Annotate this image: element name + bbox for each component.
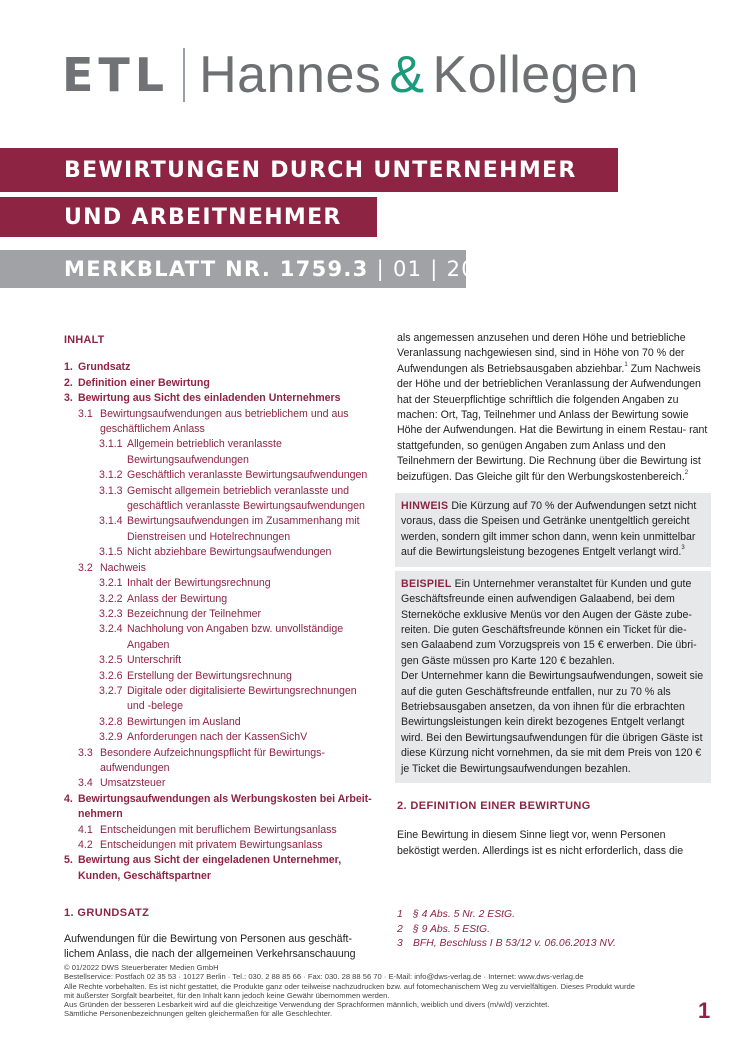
toc-item	[64, 514, 376, 545]
toc-item	[64, 561, 376, 576]
gender-note-line: Aus Gründen der besseren Lesbarkeit wird auf die gleichzeitige Verwendung der Sprachformen männlich, weiblich und divers (m/w/d) verzichtet.	[64, 1000, 550, 1010]
section-1-heading: 1. GRUNDSATZ	[64, 907, 150, 920]
logo-hannes: Hannes	[199, 46, 382, 104]
merkblatt-sep-1: |	[368, 257, 393, 281]
toc-item	[64, 391, 376, 406]
contact-line: Bestellservice: Postfach 02 35 53 · 10127 Berlin · Tel.: 030. 2 88 85 66 · Fax: 030. 28 88 56 70 · E-Mail: info@dws-verlag.de · Internet: www.dws-verlag.de	[64, 972, 584, 982]
left-column	[64, 333, 376, 962]
toc-item-label: Digitale oder digitalisierte Bewirtungsrechnungen und -belege	[127, 684, 357, 713]
hinweis-box	[395, 493, 711, 567]
toc-item-label: Besondere Aufzeichnungspflicht für Bewirtungs- aufwendungen	[100, 746, 325, 774]
toc-item-number: 3.1.2	[99, 469, 123, 482]
toc-item-number: 4.1	[78, 823, 93, 836]
toc-item	[64, 838, 376, 853]
footnote-number: 1	[397, 909, 403, 920]
toc-item-label: Entscheidungen mit beruflichem Bewirtungsanlass	[100, 823, 337, 836]
logo-etl: ETL	[62, 48, 170, 102]
footnote-text: § 4 Abs. 5 Nr. 2 EStG.	[413, 909, 516, 920]
footnote	[397, 923, 616, 938]
toc-item	[64, 376, 376, 391]
logo-ampersand: &	[389, 46, 425, 104]
toc-item-number: 3.2.2	[99, 592, 123, 605]
toc-item-label: Nachweis	[100, 561, 146, 574]
toc-item-number: 4.2	[78, 839, 93, 851]
beispiel-text-2: Der Unternehmer kann die Bewirtungsaufwendungen, soweit sie auf die guten Geschäftsfreunde entfallen, nur zu 70 % als Betriebsausgaben ansetzen, da von ihnen für die erbrachten Bewirtungsleistungen kein direkt bezogenes Entgelt verlangt wird. Bei den Bewirtungsaufwendungen für die übrigen Gäste ist diese Kürzung nicht vornehmen, da sie mit dem Preis von 120 € je Ticket die Bewirtungsaufwendungen bezahlen.	[401, 670, 704, 775]
beispiel-text: Ein Unternehmer veranstaltet für Kunden und gute Geschäftsfreunde einen aufwendigen Galaabend, bei dem Sterneköche exklusive Menüs vor den Augen der Gäste zube- reiten. Die guten Geschäftsfreunde können ein Ticket für die- sen Galaabend zum Vorzugspreis von 15 € erwerben. Die übri- gen Gäste müssen pro Karte 120 € bezahlen.	[401, 577, 697, 667]
footnote-number: 2	[397, 923, 403, 935]
section-2-heading: 2. DEFINITION EINER BEWIRTUNG	[397, 799, 591, 812]
toc-item	[64, 576, 376, 591]
toc-item	[64, 715, 376, 730]
toc-item-label: Nicht abziehbare Bewirtungsaufwendungen	[127, 546, 332, 559]
page-footer	[64, 963, 664, 1019]
toc-item-label: Erstellung der Bewirtungsrechnung	[127, 669, 292, 682]
toc-item	[64, 607, 376, 622]
toc-item-number: 1.	[64, 361, 73, 374]
toc-item-number: 3.2.3	[99, 607, 123, 620]
toc-item	[64, 746, 376, 777]
toc-item-number: 3.4	[78, 777, 93, 790]
merkblatt-band	[0, 250, 506, 288]
table-of-contents	[64, 360, 376, 884]
toc-item	[64, 776, 376, 791]
toc-item	[64, 823, 376, 838]
toc-item-label: Bewirtungsaufwendungen aus betrieblichem und aus geschäftlichem Anlass	[100, 407, 349, 436]
toc-item-number: 3.2	[78, 561, 93, 574]
merkblatt-sep-2: |	[422, 257, 447, 281]
toc-item-label: Bewirtungen im Ausland	[127, 715, 241, 728]
merkblatt-label: MERKBLATT NR. 1759.3	[64, 257, 369, 281]
toc-item-number: 3.2.1	[99, 577, 123, 590]
intro-paragraph	[397, 331, 709, 485]
toc-item	[64, 792, 376, 823]
toc-item-label: Allgemein betrieblich veranlasste Bewirtungsaufwendungen	[127, 438, 282, 466]
toc-item-label: Gemischt allgemein betrieblich veranlasste und geschäftlich veranlasste Bewirtungsaufwendungen	[127, 484, 365, 513]
toc-item-label: Bewirtung aus Sicht der eingeladenen Unternehmer, Kunden, Geschäftspartner	[78, 854, 342, 882]
toc-item-label: Umsatzsteuer	[100, 777, 166, 790]
toc-item-number: 3.2.9	[99, 731, 123, 744]
toc-item	[64, 437, 376, 468]
toc-item-label: Bewirtungsaufwendungen als Werbungskosten bei Arbeit- nehmern	[78, 792, 372, 821]
toc-item-number: 4.	[64, 792, 73, 805]
merkblatt-year: 2022	[446, 257, 506, 281]
toc-item	[64, 669, 376, 684]
toc-item	[64, 545, 376, 560]
toc-item-number: 3.2.5	[99, 654, 123, 667]
toc-item	[64, 592, 376, 607]
toc-item	[64, 407, 376, 438]
toc-item-number: 3.2.6	[99, 669, 123, 682]
footnote	[397, 937, 616, 952]
toc-item-number: 3.3	[78, 746, 93, 759]
toc-item-number: 3.2.8	[99, 715, 123, 728]
footnote-ref-2: 2	[684, 469, 689, 476]
toc-item-label: Bezeichnung der Teilnehmer	[127, 607, 262, 620]
footnote-text: BFH, Beschluss I B 53/12 v. 06.06.2013 NV.	[413, 938, 616, 949]
section-1-text: Aufwendungen für die Bewirtung von Personen aus geschäft- lichem Anlass, die nach der allgemeinen Verkehrsanschauung	[64, 932, 356, 961]
toc-item-number: 3.	[64, 392, 73, 405]
toc-heading: INHALT	[64, 334, 105, 346]
toc-item	[64, 468, 376, 483]
logo-name	[199, 45, 639, 105]
toc-item	[64, 730, 376, 745]
toc-item-label: Entscheidungen mit privatem Bewirtungsanlass	[100, 839, 323, 851]
disclaimer-line: mit äußerster Sorgfalt bearbeitet, für den Inhalt kann jedoch keine Gewähr übernommen werden.	[64, 990, 390, 1000]
beispiel-label: BEISPIEL	[401, 577, 452, 590]
toc-item	[64, 653, 376, 668]
footnotes	[397, 908, 616, 952]
title-line-2: UND ARBEITNEHMER	[0, 197, 377, 237]
toc-item-label: Anlass der Bewirtung	[127, 592, 228, 605]
toc-item-number: 3.1.3	[99, 484, 123, 497]
section-2-text: Eine Bewirtung in diesem Sinne liegt vor, wenn Personen beköstigt werden. Allerdings ist es nicht erforderlich, dass die	[397, 829, 684, 857]
hinweis-text: Die Kürzung auf 70 % der Aufwendungen setzt nicht voraus, dass die Speisen und Getränke unentgeltlich gereicht werden, sondern gilt immer schon dann, wenn kein unmittelbar auf die Bewirtungsleistung bezogenes Entgelt verlangt wird.	[401, 500, 697, 559]
toc-item-number: 5.	[64, 854, 73, 867]
toc-item-label: Definition einer Bewirtung	[78, 376, 210, 389]
toc-item-number: 3.1	[78, 407, 93, 420]
rights-line: Alle Rechte vorbehalten. Es ist nicht gestattet, die Produkte ganz oder teilweise nachzudrucken bzw. auf fotomechanischem Weg zu vervielfältigen. Dieses Produkt wurde	[64, 981, 635, 991]
footnote-ref-1: 1	[624, 361, 628, 368]
title-line-1: BEWIRTUNGEN DURCH UNTERNEHMER	[0, 148, 618, 192]
toc-item-label: Anforderungen nach der KassenSichV	[127, 731, 308, 744]
toc-item-number: 3.2.4	[99, 623, 123, 636]
intro-text-a: als angemessen anzusehen und deren Höhe und betriebliche Veranlassung nachgewiesen sind, sind in Höhe von 70 % der Aufwendungen als Betriebsausgaben abziehbar.	[397, 332, 686, 375]
toc-item-label: Bewirtungsaufwendungen im Zusammenhang mit Dienstreisen und Hotelrechnungen	[127, 515, 360, 543]
beispiel-box	[395, 571, 711, 783]
toc-item-label: Bewirtung aus Sicht des einladenden Unternehmers	[78, 392, 341, 405]
toc-item-label: Inhalt der Bewirtungsrechnung	[127, 577, 271, 590]
merkblatt-issue: 01	[392, 257, 423, 281]
toc-item	[64, 684, 376, 715]
toc-item-number: 3.1.4	[99, 515, 123, 528]
toc-item-label: Nachholung von Angaben bzw. unvollständige Angaben	[127, 623, 344, 651]
toc-item-label: Geschäftlich veranlasste Bewirtungsaufwendungen	[127, 469, 368, 482]
hinweis-label: HINWEIS	[401, 500, 449, 513]
right-column	[397, 331, 709, 859]
footnote-ref-3: 3	[681, 545, 685, 552]
page-number: 1	[698, 998, 711, 1023]
toc-item-number: 3.1.5	[99, 546, 123, 559]
toc-item-number: 3.1.1	[99, 438, 123, 451]
toc-item	[64, 484, 376, 515]
toc-item	[64, 853, 376, 884]
toc-item-number: 2.	[64, 376, 73, 389]
company-logo	[62, 40, 639, 110]
toc-item-label: Grundsatz	[78, 361, 131, 374]
copyright: © 01/2022 DWS Steuerberater Medien GmbH	[64, 963, 219, 972]
footnote-number: 3	[397, 938, 403, 949]
footnote	[397, 908, 616, 923]
toc-item	[64, 622, 376, 653]
toc-item-number: 3.2.7	[99, 684, 123, 697]
gender-note-line-2: Sämtliche Personenbezeichnungen gelten gleichermaßen für alle Geschlechter.	[64, 1009, 333, 1019]
toc-item-label: Unterschrift	[127, 654, 182, 667]
toc-item	[64, 360, 376, 375]
logo-kollegen: Kollegen	[432, 46, 639, 104]
footnote-text: § 9 Abs. 5 EStG.	[413, 923, 491, 935]
intro-text-b: Zum Nachweis der Höhe und der betrieblichen Veranlassung der Aufwendungen hat der Steuerpflichtige schriftlich die folgenden Angaben zu machen: Ort, Tag, Teilnehmer und Anlass der Bewirtung sowie Höhe der Aufwendungen. Hat die Bewirtung in einem Restau- rant stattgefunden, so genügen Angaben zum Anlass und den Teilnehmern der Bewirtung. Die Rechnung über die Bewirtung ist beizufügen. Das Gleiche gilt für den Werbungskostenbereich.	[397, 362, 708, 483]
logo-divider	[183, 48, 185, 102]
